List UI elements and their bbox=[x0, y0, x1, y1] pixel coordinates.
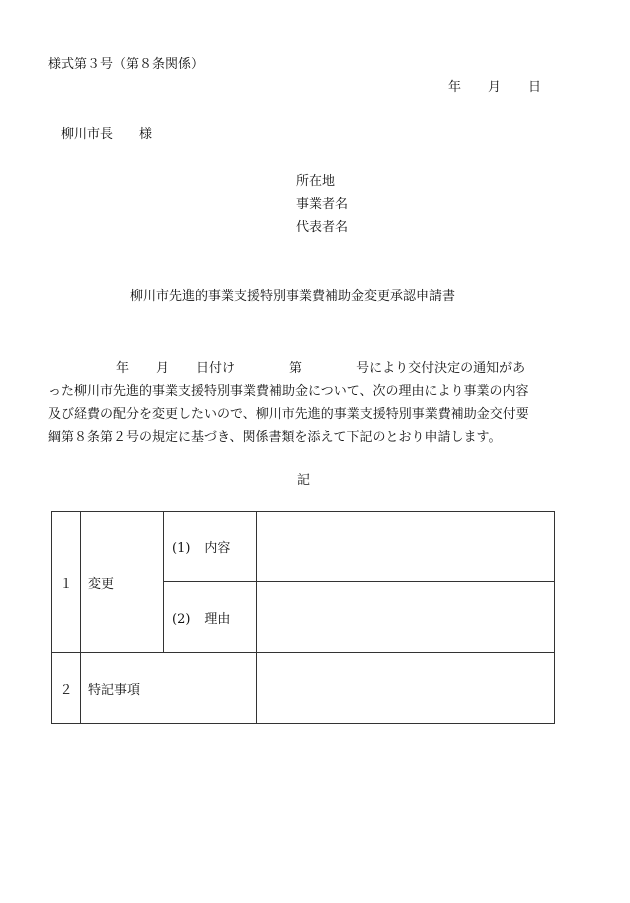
sub-2-number: (2) bbox=[172, 611, 191, 627]
body-line-1-rest: 号により交付決定の通知があ bbox=[356, 361, 526, 376]
form-number: 様式第３号（第８条関係） bbox=[48, 57, 205, 72]
date-day: 日 bbox=[528, 80, 542, 95]
sub-2-label: 理由 bbox=[204, 611, 231, 627]
ki-heading: 記 bbox=[297, 473, 311, 488]
application-table bbox=[51, 511, 555, 724]
applicant-block bbox=[296, 175, 348, 244]
applicant-representative-label: 代表者名 bbox=[296, 220, 349, 235]
addressee bbox=[61, 128, 152, 141]
row-2-item: 特記事項 bbox=[81, 653, 257, 724]
date-year: 年 bbox=[448, 80, 462, 95]
reason-entry-cell[interactable] bbox=[257, 582, 555, 653]
body-line-4: 綱第８条第２号の規定に基づき、関係書類を添えて下記のとおり申請します。 bbox=[48, 430, 502, 445]
applicant-business-name-label: 事業者名 bbox=[296, 197, 349, 212]
body-line-3: 及び経費の配分を変更したいので、柳川市先進的事業支援特別事業費補助金交付要 bbox=[48, 407, 529, 422]
body-year: 年 bbox=[116, 361, 130, 376]
body-text bbox=[48, 357, 558, 449]
row-1-number: １ bbox=[52, 512, 81, 653]
body-line-2: った柳川市先進的事業支援特別事業費補助金について、次の理由により事業の内容 bbox=[48, 384, 529, 399]
addressee-name: 柳川市長 bbox=[61, 127, 114, 142]
table-row bbox=[52, 653, 555, 724]
body-dated: 日付け bbox=[196, 361, 236, 376]
document-title: 柳川市先進的事業支援特別事業費補助金変更承認申請書 bbox=[130, 289, 456, 304]
row-1-sub-1 bbox=[164, 512, 257, 582]
row-2-number: ２ bbox=[52, 653, 81, 724]
date-line bbox=[448, 81, 541, 94]
body-month: 月 bbox=[156, 361, 170, 376]
applicant-address-label: 所在地 bbox=[296, 174, 336, 189]
addressee-honorific: 様 bbox=[139, 127, 153, 142]
table-row bbox=[52, 512, 555, 582]
row-1-item: 変更 bbox=[81, 512, 164, 653]
body-line-1 bbox=[48, 357, 558, 380]
sub-1-label: 内容 bbox=[204, 541, 231, 556]
body-dai: 第 bbox=[289, 361, 303, 376]
date-month: 月 bbox=[488, 80, 502, 95]
row-1-sub-2 bbox=[164, 582, 257, 653]
sub-1-number: (1) bbox=[172, 541, 191, 556]
special-notes-entry-cell[interactable] bbox=[257, 653, 555, 724]
content-entry-cell[interactable] bbox=[257, 512, 555, 582]
